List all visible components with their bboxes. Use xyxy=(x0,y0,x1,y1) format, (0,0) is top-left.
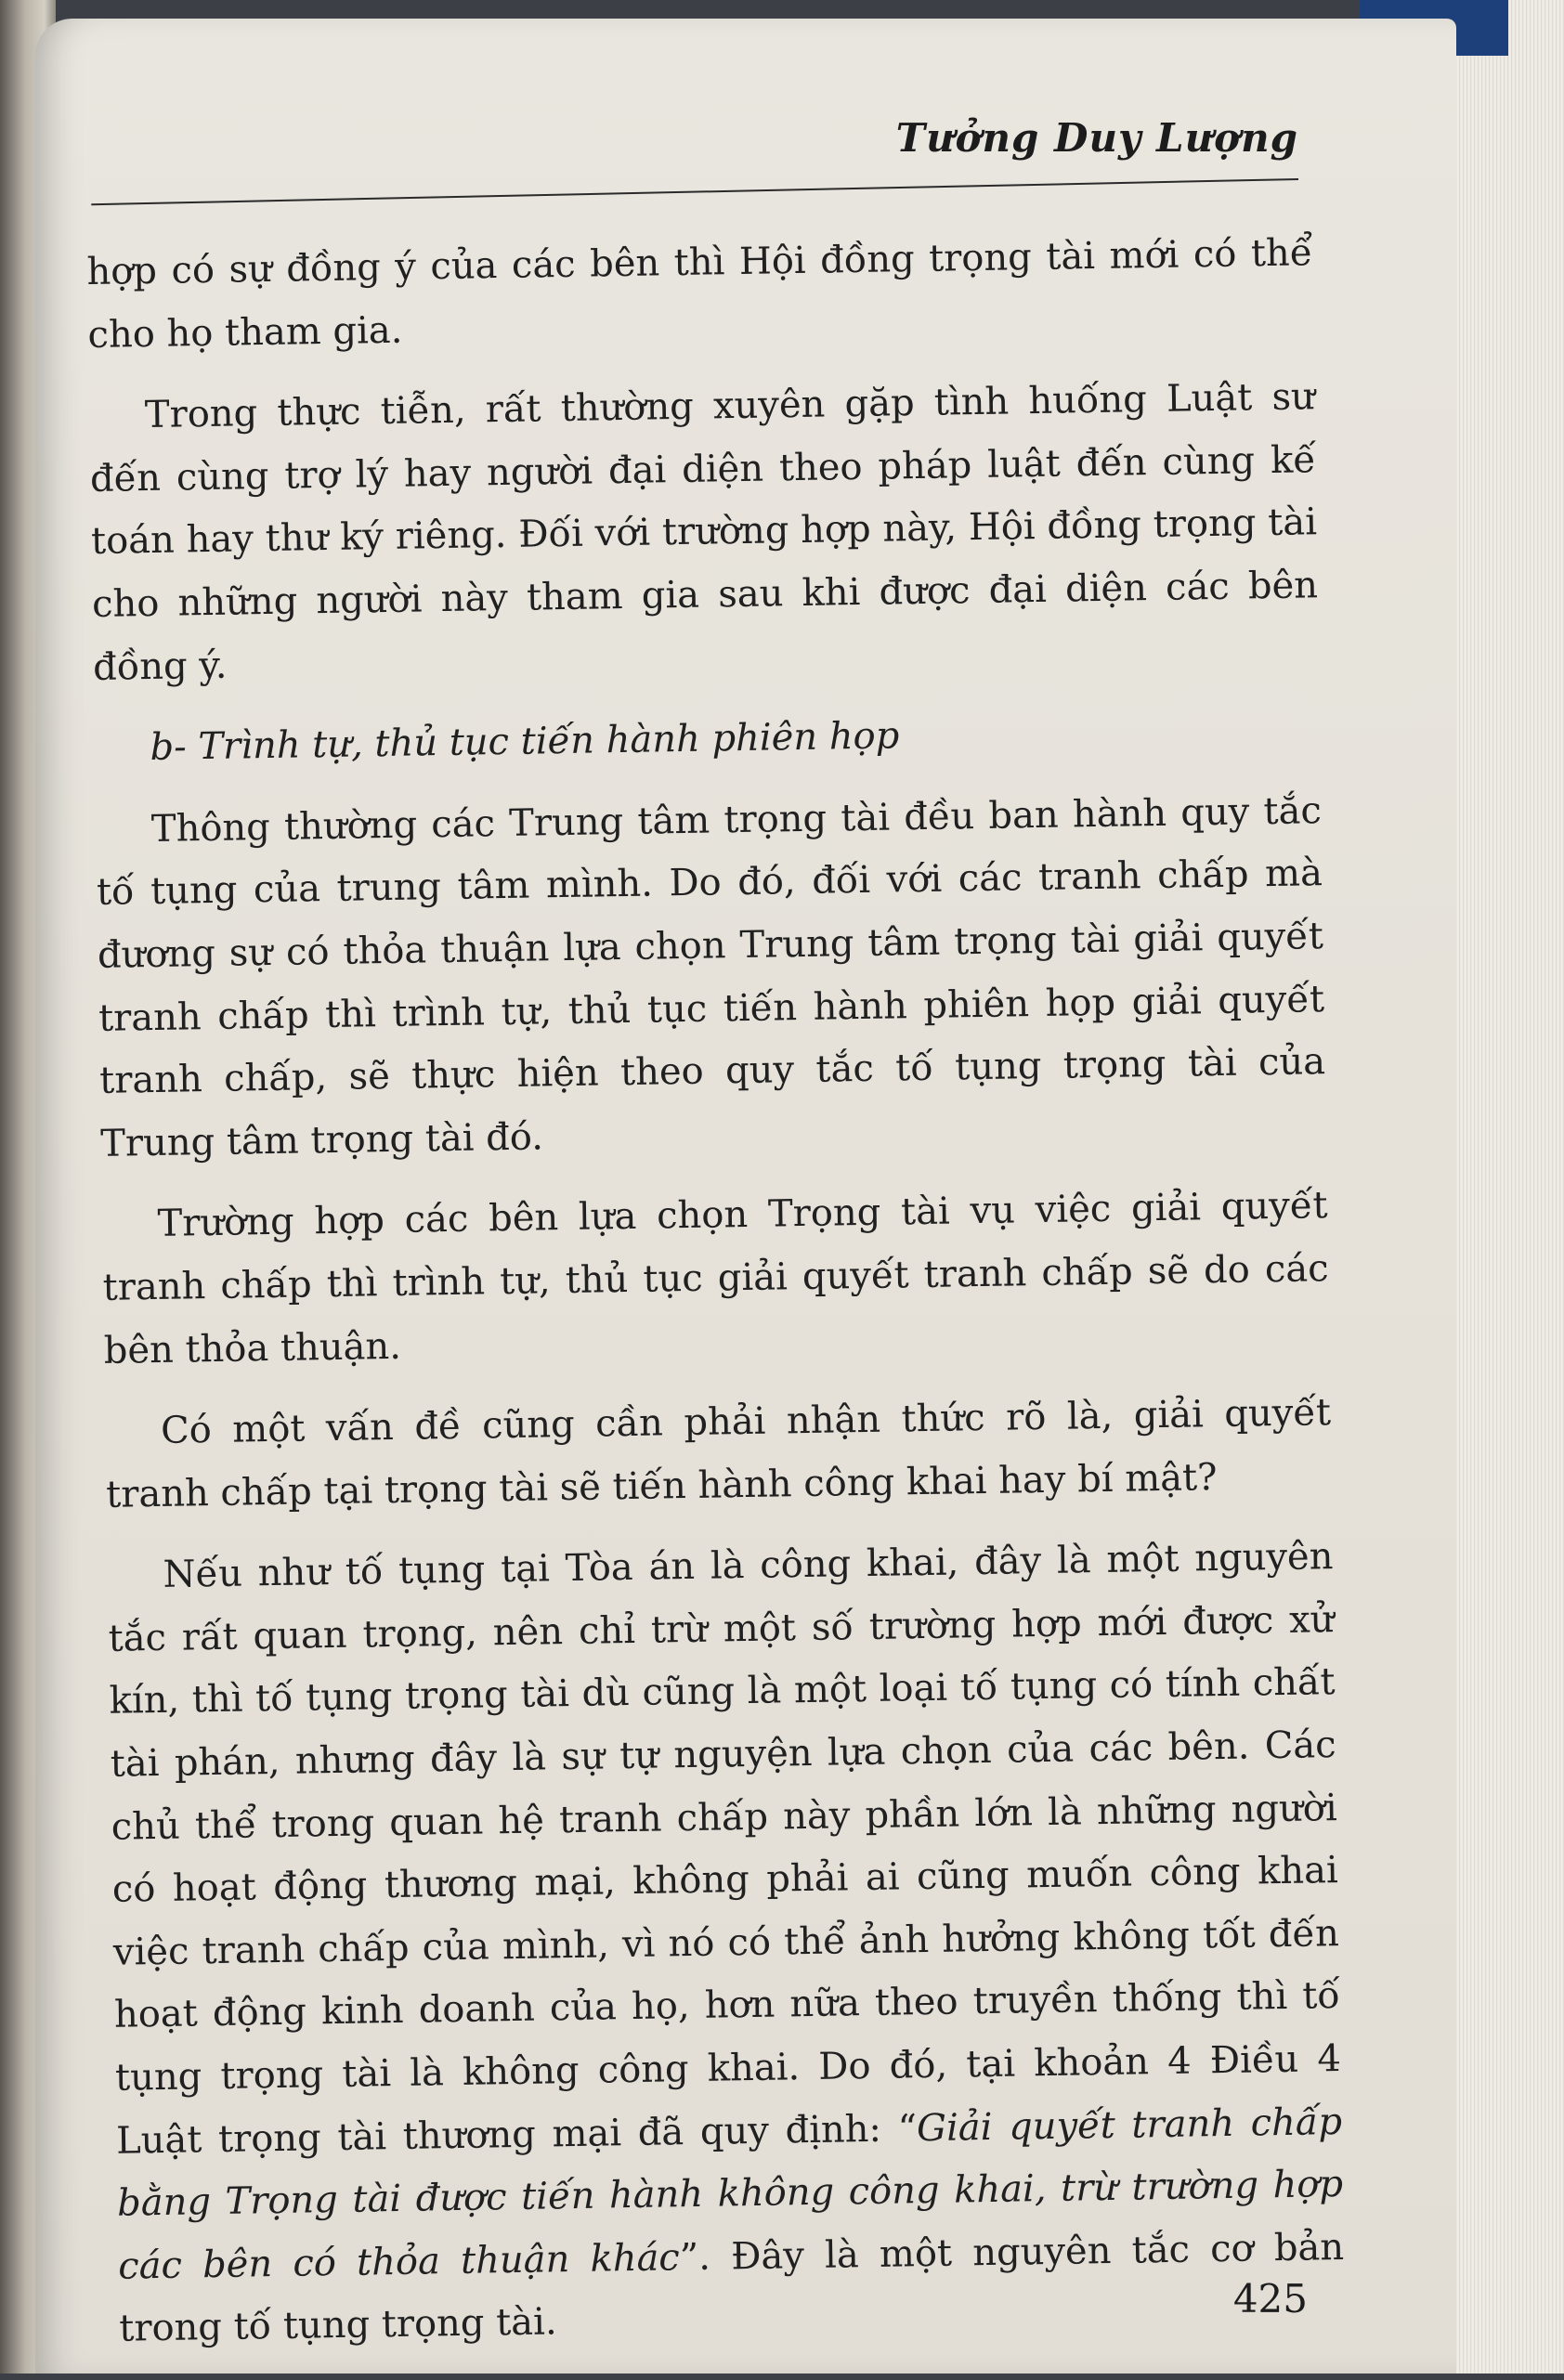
paragraph-text: Nếu như tố tụng tại Tòa án là công khai, đây là một nguyên tắc rất quan trọng, nên chỉ trừ một số trường hợp mới được xử kín, thì tố tụng trọng tài dù cũng là một loại tố tụng có tính chất tài phán, nhưng đây là sự tự nguyện lựa chọn của các bên. Các chủ thể trong quan hệ tranh chấp này phần lớn là những người có hoạt động thương mại, không phải ai cũng muốn công khai việc tranh chấp của mình, vì nó có thể ảnh hưởng không tốt đến hoạt động kinh doanh của họ, hơn nữa theo truyền thống thì tố tụng trọng tài là không công khai. Do đó, tại khoản 4 Điều 4 Luật trọng tài thương mại đã quy định: “ xyxy=(108,1535,1342,2163)
header-rule xyxy=(91,178,1298,205)
paragraph-text: ”. Đây là một nguyên tắc cơ bản trong tố tụng trọng tài. xyxy=(118,2225,1345,2351)
paragraph: Thông thường các Trung tâm trọng tài đều ban hành quy tắc tố tụng của trung tâm mình. Do đó, đối với các tranh chấp mà đương sự có thỏa thuận lựa chọn Trung tâm trọng tài giải quyết tranh chấp thì trình tự, thủ tục tiến hành phiên họp giải quyết tranh chấp, sẽ thực hiện theo quy tắc tố tụng trọng tài của Trung tâm trọng tài đó. xyxy=(96,788,1326,1165)
paragraph: hợp có sự đồng ý của các bên thì Hội đồng trọng tài mới có thể cho họ tham gia. xyxy=(86,231,1313,357)
page-number: 425 xyxy=(1232,2276,1308,2321)
paragraph: Trường hợp các bên lựa chọn Trọng tài vụ việc giải quyết tranh chấp thì trình tự, thủ tục giải quyết tranh chấp sẽ do các bên thỏa thuận. xyxy=(102,1184,1329,1372)
paragraph: Trong thực tiễn, rất thường xuyên gặp tình huống Luật sư đến cùng trợ lý hay người đại diện theo pháp luật đến cùng kế toán hay thư ký riêng. Đối với trường hợp này, Hội đồng trọng tài cho những người này tham gia sau khi được đại diện các bên đồng ý. xyxy=(89,375,1319,689)
paragraph xyxy=(107,1526,1346,2360)
page-stack-edges xyxy=(1453,0,1564,2373)
legal-quote: Giải quyết tranh chấp bằng Trọng tài được tiến hành không công khai, trừ trường hợp các bên có thỏa thuận khác xyxy=(116,2100,1344,2288)
page-text xyxy=(86,222,1346,2379)
book-page xyxy=(35,19,1456,2373)
section-subheading: b- Trình tự, thủ tục tiến hành phiên họp xyxy=(150,714,900,770)
running-header: Tưởng Duy Lượng xyxy=(895,115,1298,161)
paragraph: Có một vấn đề cũng cần phải nhận thức rõ là, giải quyết tranh chấp tại trọng tài sẽ tiến hành công khai hay bí mật? xyxy=(105,1391,1332,1516)
